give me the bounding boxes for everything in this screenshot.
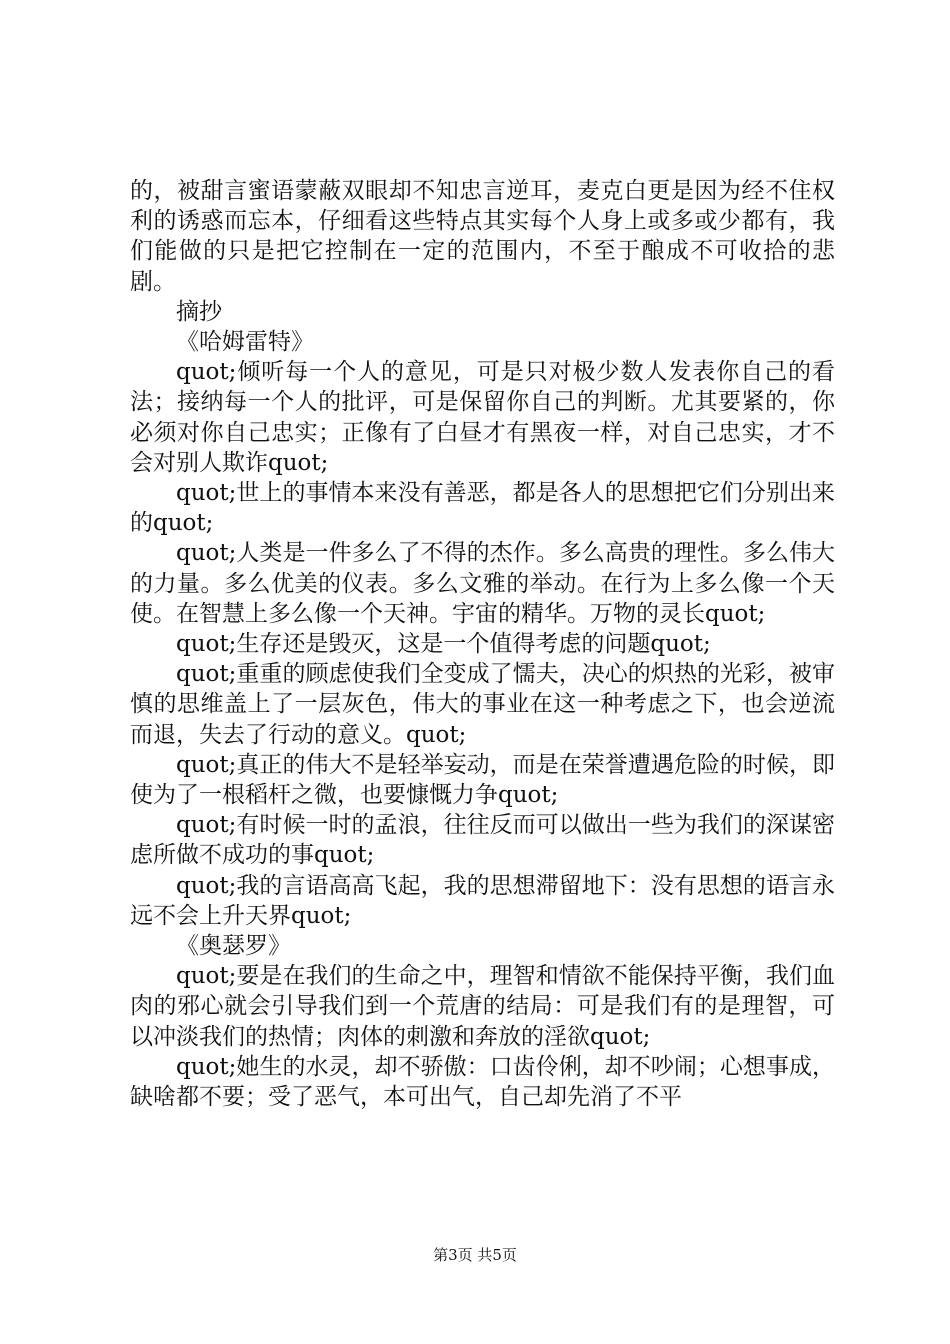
- quote-paragraph: quot;生存还是毁灭，这是一个值得考虑的问题quot;: [176, 631, 711, 658]
- quote-paragraph: quot;真正的伟大不是轻举妄动，而是在荣誉遭遇危险的时候，即使为了一根稻杆之微，也要慷慨力争quot;: [130, 751, 835, 809]
- document-body: [130, 176, 835, 1112]
- quote-paragraph: quot;世上的事情本来没有善恶，都是各人的思想把它们分别出来的quot;: [130, 480, 835, 537]
- quote-paragraph: quot;倾听每一个人的意见，可是只对极少数人发表你自己的看法；接纳每一个人的批评，可是保留你自己的判断。尤其要紧的，你必须对你自己忠实；正像有了白昼才有黑夜一样，对自己忠实，才不会对别人欺诈quot;: [130, 359, 835, 476]
- quote-paragraph: quot;有时候一时的孟浪，往往反而可以做出一些为我们的深谋密虑所做不成功的事quot;: [130, 812, 835, 869]
- quote-paragraph: quot;重重的顾虑使我们全变成了懦夫，决心的炽热的光彩，被审慎的思维盖上了一层灰色，伟大的事业在这一种考虑之下，也会逆流而退，失去了行动的意义。quot;: [130, 661, 835, 748]
- book-title: 《奥瑟罗》: [176, 933, 291, 960]
- paragraph: 的，被甜言蜜语蒙蔽双眼却不知忠言逆耳，麦克白更是因为经不住权利的诱惑而忘本，仔细看这些特点其实每个人身上或多或少都有，我们能做的只是把它控制在一定的范围内，不至于酿成不可收拾的悲剧。: [130, 178, 835, 295]
- quote-paragraph: quot;我的言语高高飞起，我的思想滞留地下：没有思想的语言永远不会上升天界quot;: [130, 872, 835, 929]
- quote-paragraph: quot;要是在我们的生命之中，理智和情欲不能保持平衡，我们血肉的邪心就会引导我们到一个荒唐的结局：可是我们有的是理智，可以冲淡我们的热情；肉体的刺激和奔放的淫欲quot;: [130, 963, 835, 1050]
- quote-paragraph: quot;她生的水灵，却不骄傲：口齿伶俐，却不吵闹；心想事成，缺啥都不要；受了恶气，本可出气，自己却先消了不平: [130, 1053, 835, 1111]
- quote-paragraph: quot;人类是一件多么了不得的杰作。多么高贵的理性。多么伟大的力量。多么优美的仪表。多么文雅的举动。在行为上多么像一个天使。在智慧上多么像一个天神。宇宙的精华。万物的灵长quot;: [130, 540, 835, 627]
- page-number: 第3页 共5页: [433, 1246, 517, 1264]
- section-heading: 摘抄: [176, 298, 222, 325]
- book-title: 《哈姆雷特》: [176, 329, 314, 356]
